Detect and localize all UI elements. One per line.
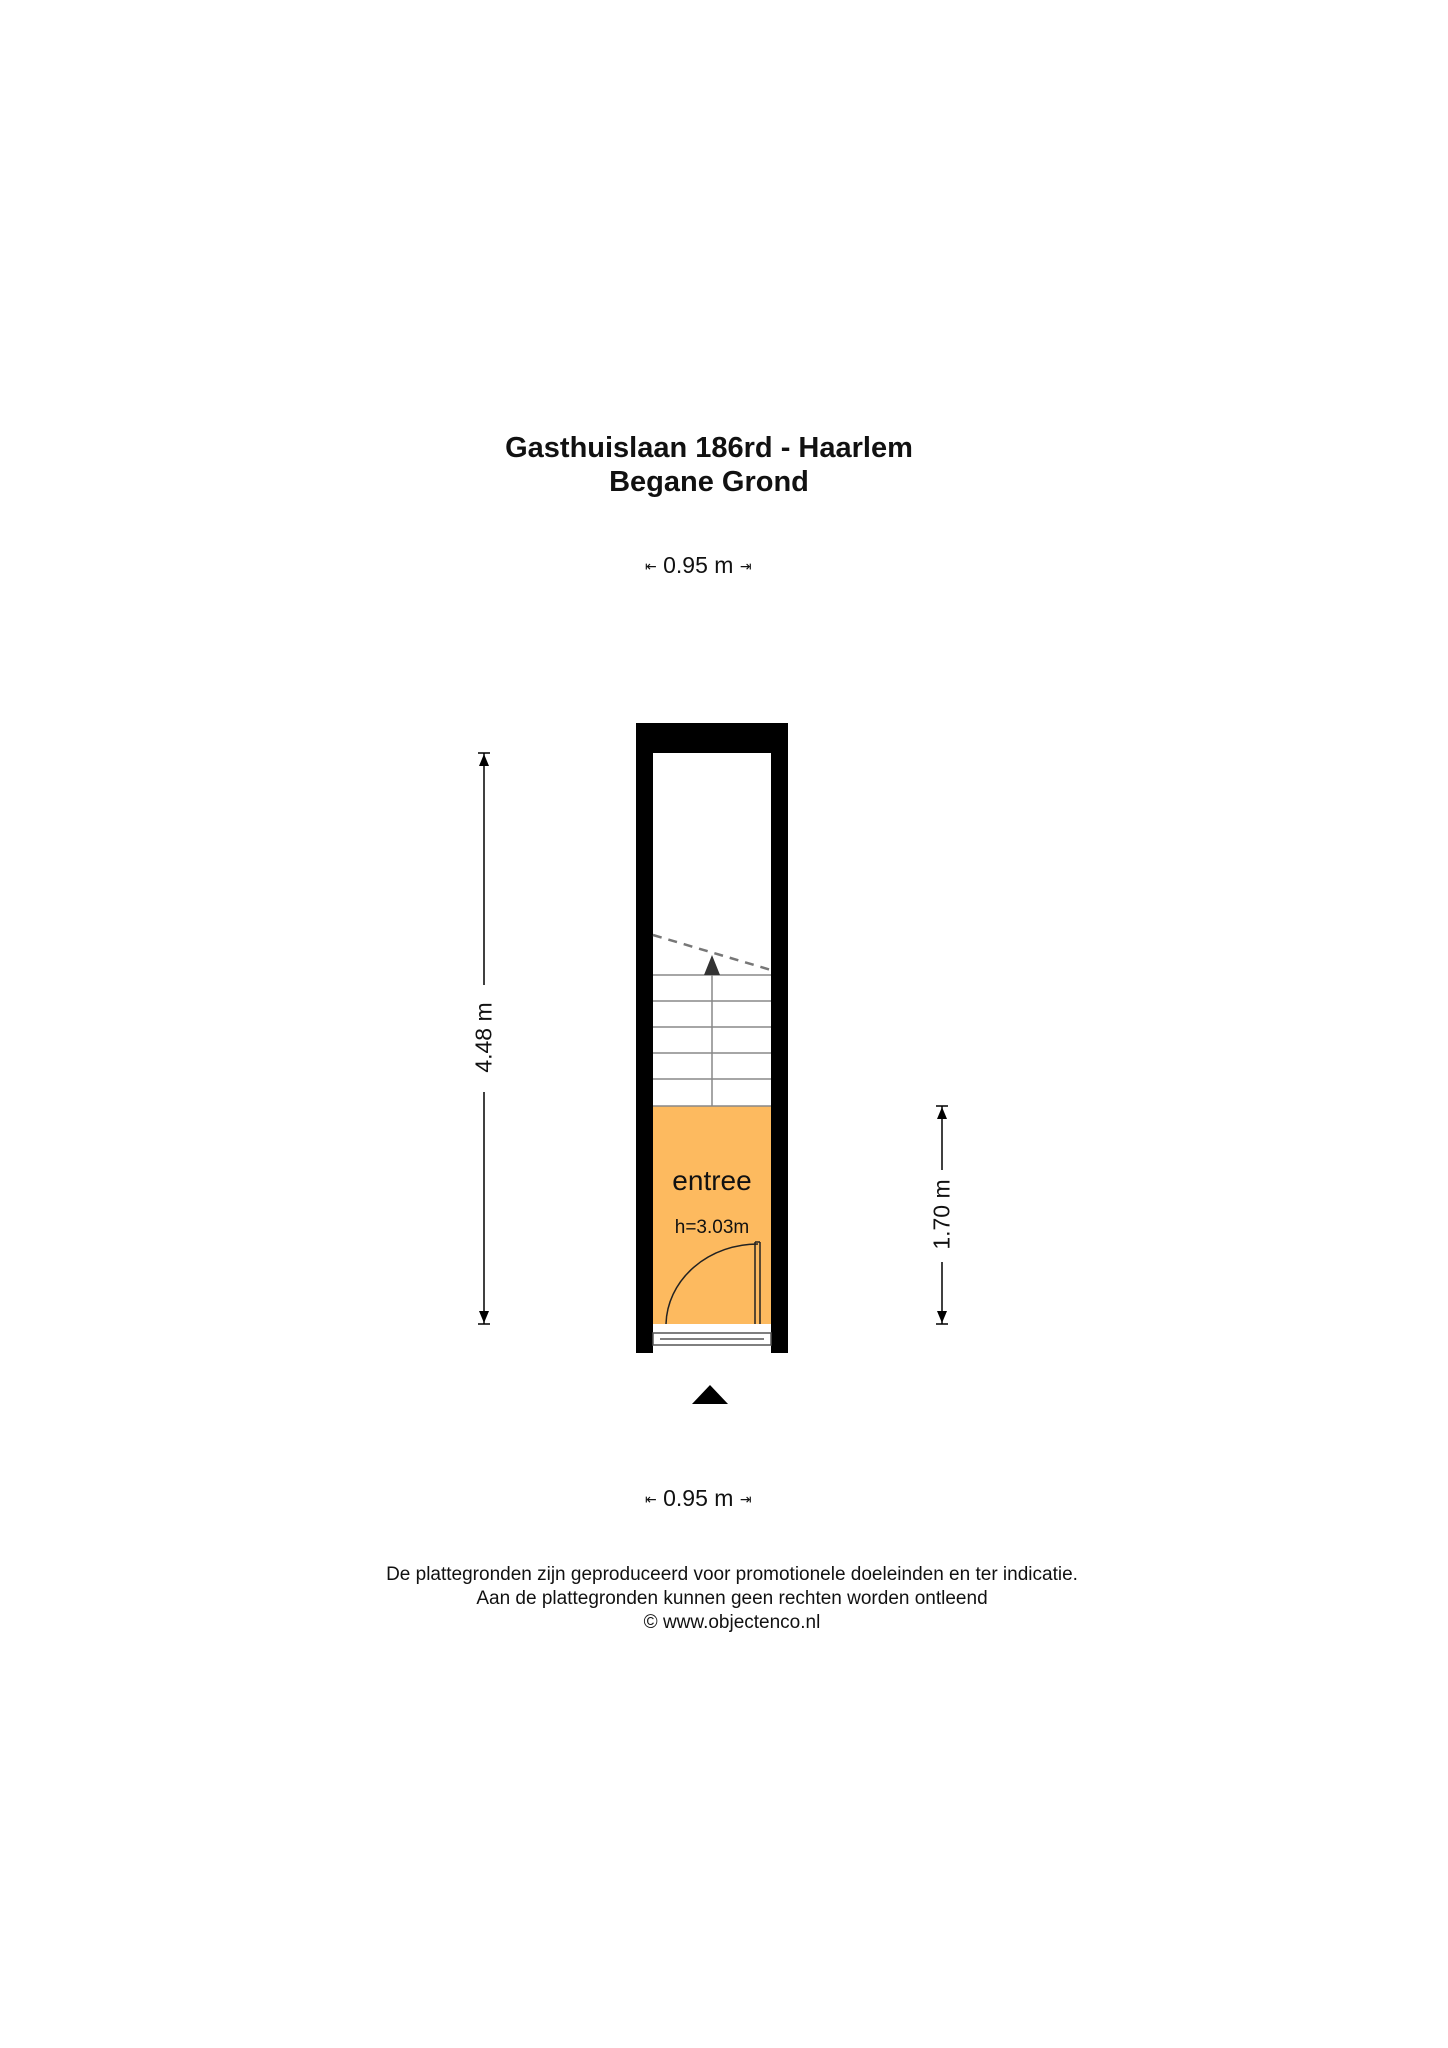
- staircase: [653, 970, 771, 1106]
- arrow-down-icon: [937, 1311, 947, 1323]
- room-name-label: entree: [672, 1165, 752, 1196]
- left-height-label: 4.48 m: [470, 1002, 497, 1073]
- right-height-label: 1.70 m: [928, 1179, 955, 1250]
- room-entree: [653, 1106, 771, 1324]
- arrow-up-icon: [937, 1107, 947, 1119]
- arrow-left-icon: ⇤: [645, 558, 657, 575]
- top-width-label: 0.95 m: [663, 552, 734, 578]
- disclaimer-line-2: Aan de plattegronden kunnen geen rechten worden ontleend: [476, 1588, 988, 1609]
- entrance-marker-icon: [692, 1385, 728, 1404]
- arrow-right-icon: ⇥: [739, 558, 752, 575]
- plan-title: Gasthuislaan 186rd - Haarlem: [505, 432, 913, 464]
- stair-arrow-icon: [704, 955, 720, 975]
- room-height-label: h=3.03m: [674, 1217, 750, 1238]
- arrow-down-icon: [479, 1311, 489, 1323]
- copyright-link[interactable]: © www.objectenco.nl: [643, 1612, 821, 1633]
- floor-name: Begane Grond: [609, 466, 809, 498]
- threshold: [653, 1333, 771, 1345]
- disclaimer-line-1: De plattegronden zijn geproduceerd voor promotionele doeleinden en ter indicatie.: [386, 1564, 1078, 1585]
- bottom-width-label: 0.95 m: [663, 1485, 734, 1511]
- arrow-right-icon: ⇥: [739, 1491, 752, 1508]
- arrow-up-icon: [479, 754, 489, 766]
- arrow-left-icon: ⇤: [645, 1491, 657, 1508]
- wall-left: [636, 723, 653, 1353]
- wall-right: [771, 723, 788, 1353]
- wall-top: [636, 723, 788, 753]
